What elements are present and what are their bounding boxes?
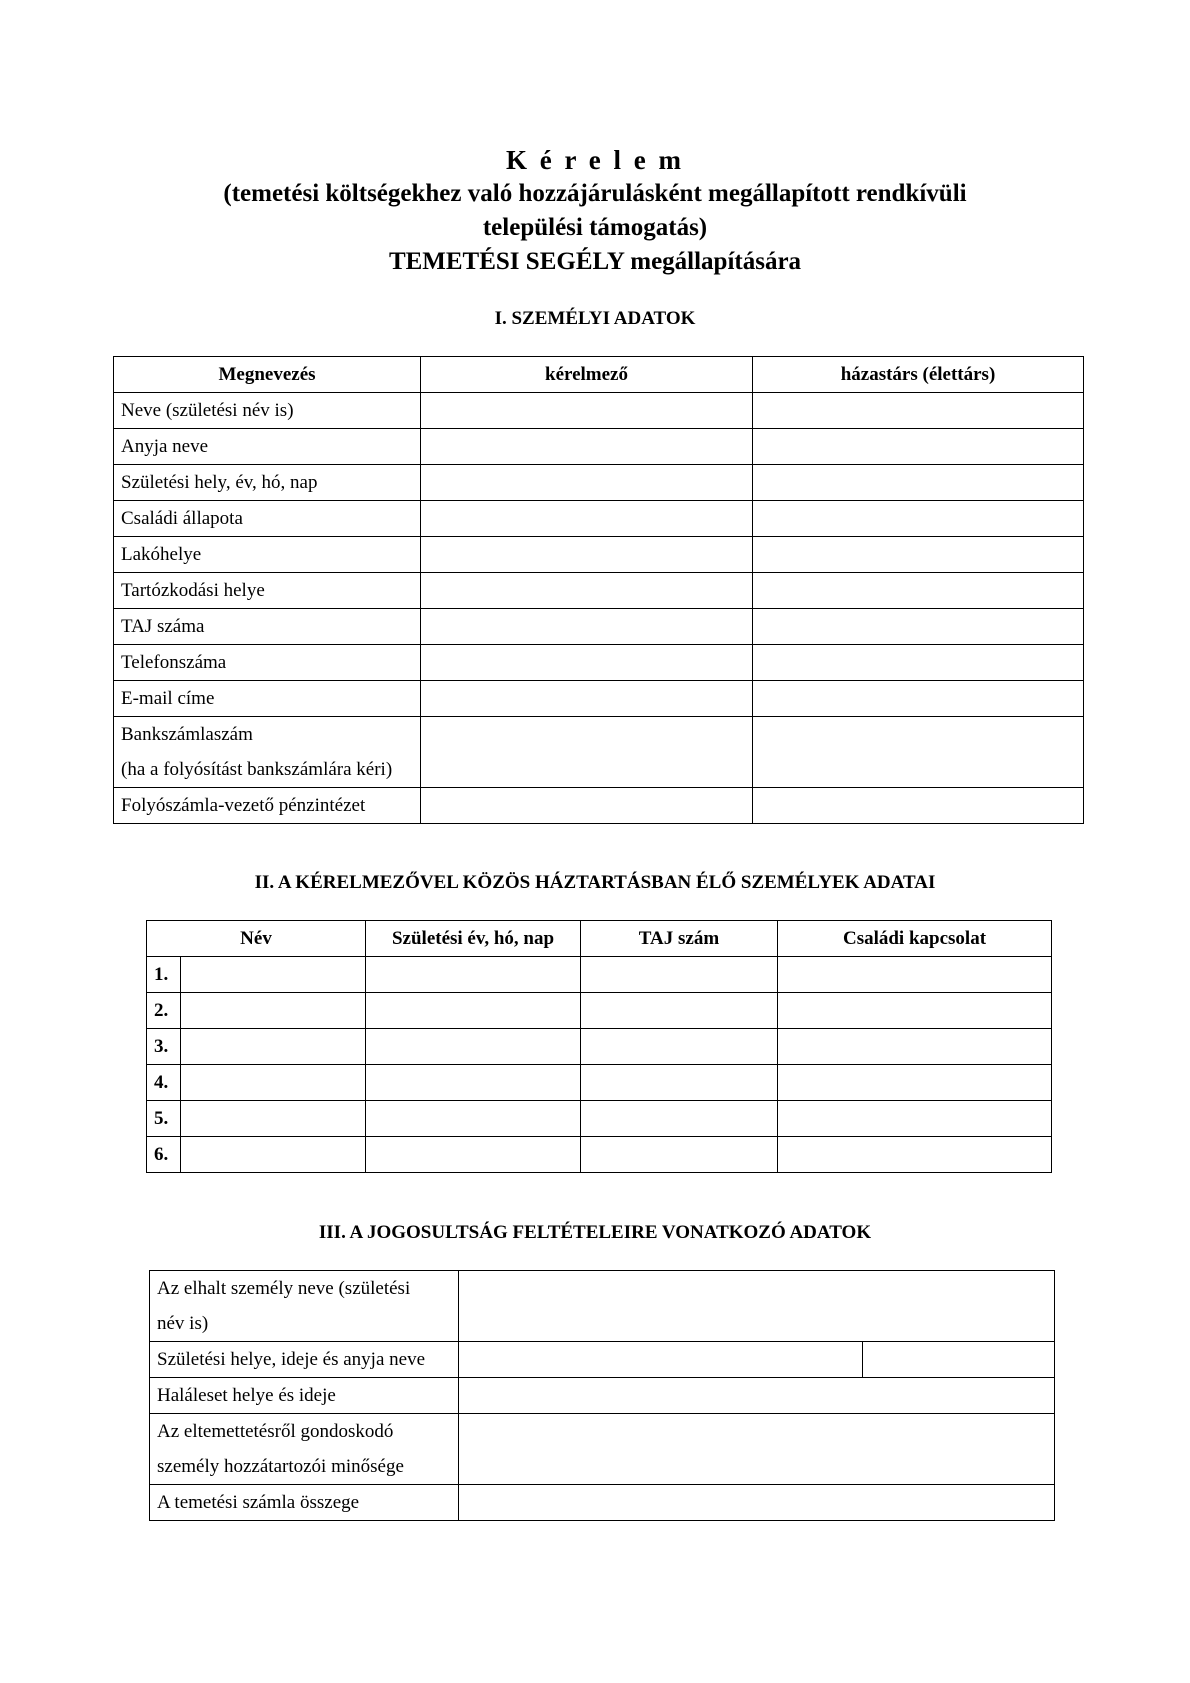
member-name-field[interactable] [181, 1101, 366, 1137]
deceased-name-label-line-1: Az elhalt személy neve (születési [157, 1278, 411, 1299]
deceased-mother-name-field[interactable] [863, 1342, 1055, 1378]
row-number: 1. [147, 957, 181, 993]
document-subtitle-line-1: (temetési költségekhez való hozzájárulásként megállapított rendkívüli [223, 180, 967, 207]
spouse-birth-field[interactable] [753, 465, 1084, 501]
table-row [147, 1065, 1052, 1101]
table-row [150, 1485, 1055, 1521]
row-label: Anyja neve [114, 429, 421, 465]
member-birth-date-field[interactable] [366, 957, 581, 993]
bank-label-line-1: Bankszámlaszám [121, 724, 253, 745]
document-subtitle-line-3: TEMETÉSI SEGÉLY megállapítására [388, 248, 802, 275]
row-number: 5. [147, 1101, 181, 1137]
applicant-taj-field[interactable] [421, 609, 753, 645]
member-birth-date-field[interactable] [366, 993, 581, 1029]
document-subtitle-line-2: települési támogatás) [482, 214, 708, 241]
eligibility-data-table [149, 1270, 1055, 1521]
personal-data-table [113, 356, 1084, 824]
member-name-field[interactable] [181, 1029, 366, 1065]
member-relationship-field[interactable] [778, 1101, 1052, 1137]
bank-label-line-2: (ha a folyósítást bankszámlára kéri) [121, 759, 393, 780]
member-name-field[interactable] [181, 957, 366, 993]
applicant-mother-name-field[interactable] [421, 429, 753, 465]
table-row [150, 1342, 1055, 1378]
row-label: TAJ száma [114, 609, 421, 645]
row-label: Lakóhelye [114, 537, 421, 573]
applicant-bank-account-field[interactable] [421, 717, 753, 788]
funeral-invoice-amount-field[interactable] [459, 1485, 1055, 1521]
table-row [114, 537, 1084, 573]
member-birth-date-field[interactable] [366, 1029, 581, 1065]
deceased-name-label-line-2: név is) [157, 1313, 209, 1334]
table-row [114, 609, 1084, 645]
deceased-name-field[interactable] [459, 1271, 1055, 1342]
member-taj-field[interactable] [581, 1065, 778, 1101]
applicant-birth-field[interactable] [421, 465, 753, 501]
table-row [114, 717, 1084, 788]
death-place-date-field[interactable] [459, 1378, 1055, 1414]
table-row [150, 1378, 1055, 1414]
member-relationship-field[interactable] [778, 1065, 1052, 1101]
section-3-title: III. A JOGOSULTSÁG FELTÉTELEIRE VONATKOZÓ ADATOK [318, 1222, 872, 1243]
applicant-marital-status-field[interactable] [421, 501, 753, 537]
table-row [114, 681, 1084, 717]
column-header-spouse: házastárs (élettárs) [753, 357, 1084, 393]
household-members-table [146, 920, 1052, 1173]
row-label [150, 1271, 459, 1342]
spouse-stay-place-field[interactable] [753, 573, 1084, 609]
spouse-mother-name-field[interactable] [753, 429, 1084, 465]
table-row [147, 993, 1052, 1029]
applicant-phone-field[interactable] [421, 645, 753, 681]
table-row [114, 645, 1084, 681]
column-header-applicant: kérelmező [421, 357, 753, 393]
member-name-field[interactable] [181, 1137, 366, 1173]
member-taj-field[interactable] [581, 957, 778, 993]
column-header-relationship: Családi kapcsolat [778, 921, 1052, 957]
spouse-marital-status-field[interactable] [753, 501, 1084, 537]
row-label: A temetési számla összege [150, 1485, 459, 1521]
document-header [0, 143, 1190, 279]
column-header-birth-date: Születési év, hó, nap [366, 921, 581, 957]
column-header-designation: Megnevezés [114, 357, 421, 393]
row-label: Születési helye, ideje és anyja neve [150, 1342, 459, 1378]
table-row [147, 957, 1052, 993]
row-label: Telefonszáma [114, 645, 421, 681]
row-label [150, 1414, 459, 1485]
deceased-birth-place-date-field[interactable] [459, 1342, 863, 1378]
spouse-name-field[interactable] [753, 393, 1084, 429]
spouse-residence-field[interactable] [753, 537, 1084, 573]
applicant-stay-place-field[interactable] [421, 573, 753, 609]
table-row [150, 1414, 1055, 1485]
member-birth-date-field[interactable] [366, 1101, 581, 1137]
row-label: E-mail címe [114, 681, 421, 717]
document-title: K é r e l e m [506, 145, 684, 175]
member-taj-field[interactable] [581, 993, 778, 1029]
member-taj-field[interactable] [581, 1101, 778, 1137]
section-2-title: II. A KÉRELMEZŐVEL KÖZÖS HÁZTARTÁSBAN ÉLŐ SZEMÉLYEK ADATAI [254, 872, 936, 893]
table-row [114, 573, 1084, 609]
row-label [114, 717, 421, 788]
spouse-bank-institution-field[interactable] [753, 788, 1084, 824]
member-taj-field[interactable] [581, 1137, 778, 1173]
spouse-taj-field[interactable] [753, 609, 1084, 645]
table-row [114, 393, 1084, 429]
table-header-row [147, 921, 1052, 957]
table-row [147, 1137, 1052, 1173]
member-relationship-field[interactable] [778, 993, 1052, 1029]
member-relationship-field[interactable] [778, 1137, 1052, 1173]
applicant-name-field[interactable] [421, 393, 753, 429]
spouse-email-field[interactable] [753, 681, 1084, 717]
table-row [114, 429, 1084, 465]
relation-label-line-2: személy hozzátartozói minősége [157, 1456, 404, 1477]
row-label: Haláleset helye és ideje [150, 1378, 459, 1414]
section-1-title: I. SZEMÉLYI ADATOK [494, 308, 696, 329]
member-birth-date-field[interactable] [366, 1137, 581, 1173]
relation-quality-field[interactable] [459, 1414, 1055, 1485]
table-row [114, 788, 1084, 824]
row-number: 3. [147, 1029, 181, 1065]
row-label: Tartózkodási helye [114, 573, 421, 609]
member-name-field[interactable] [181, 993, 366, 1029]
column-header-name: Név [147, 921, 366, 957]
column-header-taj: TAJ szám [581, 921, 778, 957]
member-relationship-field[interactable] [778, 957, 1052, 993]
table-row [147, 1029, 1052, 1065]
spouse-phone-field[interactable] [753, 645, 1084, 681]
relation-label-line-1: Az eltemettetésről gondoskodó [157, 1421, 394, 1442]
member-birth-date-field[interactable] [366, 1065, 581, 1101]
row-label: Születési hely, év, hó, nap [114, 465, 421, 501]
row-label: Családi állapota [114, 501, 421, 537]
row-label: Neve (születési név is) [114, 393, 421, 429]
applicant-residence-field[interactable] [421, 537, 753, 573]
member-name-field[interactable] [181, 1065, 366, 1101]
table-row [114, 501, 1084, 537]
row-number: 2. [147, 993, 181, 1029]
row-number: 6. [147, 1137, 181, 1173]
spouse-bank-account-field[interactable] [753, 717, 1084, 788]
member-relationship-field[interactable] [778, 1029, 1052, 1065]
member-taj-field[interactable] [581, 1029, 778, 1065]
table-header-row [114, 357, 1084, 393]
table-row [114, 465, 1084, 501]
applicant-bank-institution-field[interactable] [421, 788, 753, 824]
table-row [150, 1271, 1055, 1342]
row-number: 4. [147, 1065, 181, 1101]
table-row [147, 1101, 1052, 1137]
row-label: Folyószámla-vezető pénzintézet [114, 788, 421, 824]
applicant-email-field[interactable] [421, 681, 753, 717]
